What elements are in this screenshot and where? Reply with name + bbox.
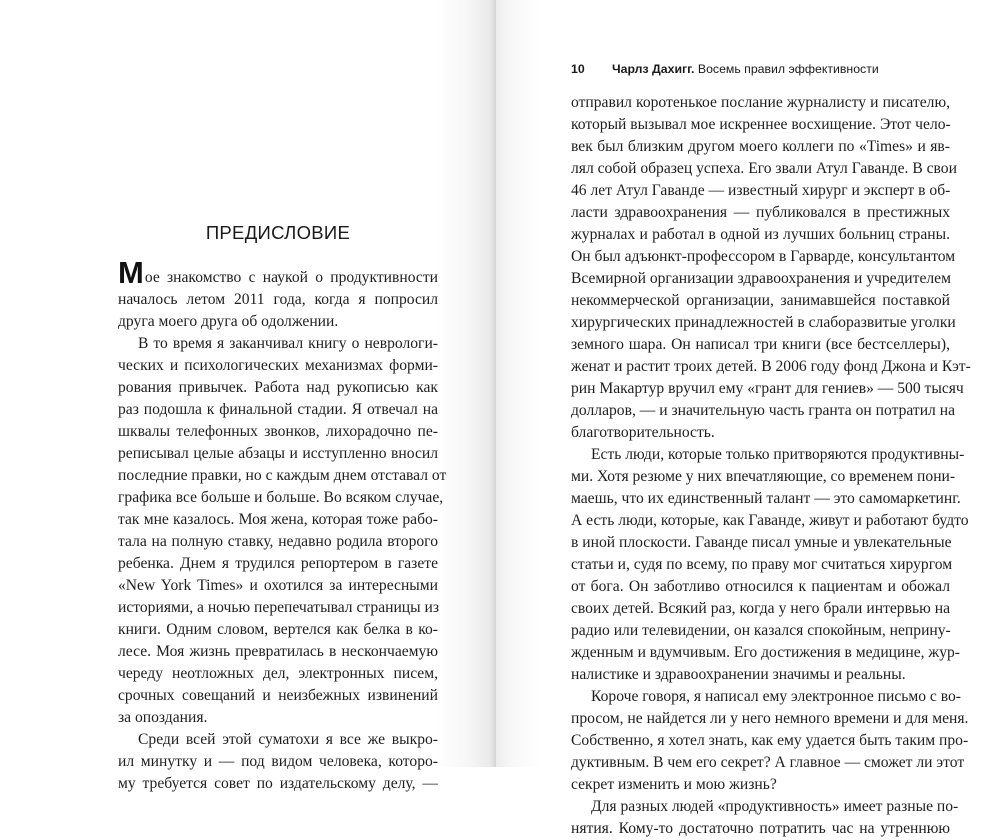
text-line (571, 114, 950, 136)
text-line (571, 378, 964, 400)
text-line-content: маешь, что их единственный талант — это самомаркетинг. (571, 490, 961, 507)
text-line-content: отправил коротенькое послание журналисту и писателю, (571, 94, 950, 111)
text-line (571, 708, 969, 730)
text-line (118, 487, 444, 509)
text-line (571, 796, 959, 818)
text-line-content: историями, а ночью перепечатывал страницы из (118, 599, 440, 616)
text-line-content: тала на полную ставку, недавно родила второго (118, 533, 438, 550)
text-line-content: в иной плоскости. Гаванде писал умные и увлекательные (571, 534, 952, 551)
text-line-content: срочных совещаний и неизбежных извинений (118, 687, 438, 704)
text-line-content: секрет изменить и мою жизнь? (571, 776, 777, 793)
text-line-content: последние правки, но с каждым днем отставал от (118, 467, 447, 484)
text-line (118, 729, 438, 751)
text-line-content: Для разных людей «продуктивность» имеет разные по- (591, 798, 959, 815)
right-page-body-text (571, 92, 971, 840)
text-line (571, 180, 950, 202)
text-line-content: графика все больше и больше. Во всяком случае, (118, 489, 444, 506)
left-page-body-text (118, 255, 447, 795)
text-line-content: В то время я заканчивал книгу о неврологи- (138, 335, 438, 352)
text-line-content: журналах и работал в одной из лучших больниц страны. (571, 226, 950, 243)
text-line (118, 575, 438, 597)
text-line-content: некоммерческой организации, занимавшейся поставкой (571, 292, 950, 309)
text-line-content: так мне казалось. Моя жена, которая тоже рабо- (118, 511, 438, 528)
text-line-content: за опоздания. (118, 709, 208, 726)
text-line-content: Всемирной организации здравоохранения и учредителем (571, 270, 951, 287)
text-line-content: лял собой образец успеха. Его звали Атул Гаванде. В свои (571, 160, 957, 177)
text-line (118, 685, 438, 707)
text-line (571, 620, 950, 642)
text-line-content: Он был адъюнкт-профессором в Гарварде, консультантом (571, 248, 956, 265)
text-line-content: реписывал целые абзацы и исступленно вносил (118, 445, 438, 462)
text-line (571, 598, 950, 620)
text-line-content: му требуется совет по издательскому делу, — (118, 775, 438, 792)
text-line-content: ил минутку и — под видом человека, которо- (118, 753, 438, 770)
text-line-content: Среди всей этой суматохи я все же выкро- (138, 731, 438, 748)
text-line (571, 576, 950, 598)
text-line-content: книги. Одним словом, вертелся как белка в ко- (118, 621, 438, 638)
text-line-content: благотворительность. (571, 424, 715, 441)
text-line (571, 664, 950, 686)
left-page (0, 0, 495, 792)
text-line-content: радио или телевидении, он казался спокойным, неприну- (571, 622, 951, 639)
text-line (118, 619, 438, 641)
text-line-content: «New York Times» и охотился за интересными (118, 577, 438, 594)
text-line-content: раз подошла к финальной стадии. Я отвечал на (118, 401, 438, 418)
text-line (118, 289, 438, 311)
text-line (118, 553, 438, 575)
text-line-content: рования привычек. Работа над рукописью как (118, 379, 438, 396)
text-line-content: ми. Хотя резюме у них впечатляющие, со временем пони- (571, 468, 956, 485)
text-line (118, 399, 438, 421)
text-line (571, 488, 961, 510)
text-line (571, 92, 950, 114)
text-line-content: ребенка. Днем я трудился репортером в газете (118, 555, 438, 572)
text-line (571, 730, 969, 752)
text-line (118, 377, 438, 399)
text-line-content: жденным и вдумчивым. Его достижения в медицине, жур- (571, 644, 960, 661)
text-line (571, 290, 950, 312)
text-line (571, 774, 950, 796)
text-line (571, 444, 965, 466)
text-line (571, 818, 950, 840)
text-line (118, 465, 447, 487)
text-line-content: Есть люди, которые только притворяются продуктивны- (591, 446, 965, 463)
text-line-content: друга моего друга об одолжении. (118, 313, 339, 330)
text-line-content: череду неотложных дел, электронных писем, (118, 665, 438, 682)
text-line (118, 355, 438, 377)
text-line-content: А есть люди, которые, как Гаванде, живут и работают будто (571, 512, 969, 529)
text-line (571, 400, 956, 422)
text-line-content: рин Макартур вручил ему «грант для гениев» — 500 тысяч (571, 380, 964, 397)
text-line (571, 158, 957, 180)
text-line (571, 532, 950, 554)
text-line-content: женат и растит троих детей. В 2006 году фонд Джона и Кэт- (571, 358, 971, 375)
chapter-title: ПРЕДИСЛОВИЕ (205, 222, 351, 243)
text-line-content: 46 лет Атул Гаванде — известный хирург и эксперт в об- (571, 182, 951, 199)
text-line (571, 466, 956, 488)
text-line (571, 246, 956, 268)
text-line-content: нятия. Кому-то достаточно потратить час на утреннюю (571, 820, 950, 837)
text-line (118, 707, 438, 729)
text-line-content: ческих и психологических механизмах форми- (118, 357, 438, 374)
text-line (571, 752, 965, 774)
text-line (571, 202, 950, 224)
right-page (496, 0, 988, 837)
running-head (571, 62, 879, 76)
text-line-content: шквалы телефонных звонков, лихорадочно пе- (118, 423, 438, 440)
text-line (571, 554, 953, 576)
text-line-content: ое знакомство с наукой о продуктивности (144, 269, 438, 286)
text-line-content: Собственно, я хотел знать, как ему удается быть таким про- (571, 732, 969, 749)
text-line-content: долларов, — и значительную часть гранта он потратил на (571, 402, 956, 419)
text-line (118, 443, 438, 465)
text-line (571, 422, 950, 444)
text-line-content: ласти здравоохранения — публиковался в престижных (571, 204, 950, 221)
drop-cap: М (118, 255, 144, 290)
text-line-content: который вызывал мое искреннее восхищение. Этот чело- (571, 116, 951, 133)
page-number: 10 (571, 62, 585, 76)
text-line (118, 641, 438, 663)
text-line (571, 268, 950, 290)
text-line (571, 686, 961, 708)
text-line-content: век был близким другом моего коллеги по «Times» и яв- (571, 138, 950, 155)
text-line (118, 597, 438, 619)
text-line-content: земного шара. Он написал три книги (все бестселлеры), (571, 336, 950, 353)
text-line-content: статьи и, судя по всему, по праву мог считаться хирургом (571, 556, 953, 573)
text-line-content: просом, не найдется ли у него немного времени и для меня. (571, 710, 969, 727)
text-line (571, 334, 950, 356)
text-line (118, 531, 438, 553)
running-head-author: Чарлз Дахигг. (612, 62, 695, 76)
text-line (571, 642, 960, 664)
text-line-content: от бога. Он заботливо относился к пациентам и обожал (571, 578, 950, 595)
text-line (118, 311, 438, 333)
text-line (571, 510, 969, 532)
text-line-content: налистике и здравоохранении значимы и реальны. (571, 666, 906, 683)
text-line (571, 136, 950, 158)
text-line (118, 663, 438, 685)
text-line (118, 509, 438, 531)
text-line (571, 224, 950, 246)
text-line (118, 255, 438, 290)
text-line (118, 773, 438, 795)
text-line (571, 356, 971, 378)
text-line-content: своих детей. Всякий раз, когда у него брали интервью на (571, 600, 950, 617)
text-line-content: хирургических принадлежностей в слаборазвитые уголки (571, 314, 956, 331)
text-line-content: лесе. Моя жизнь превратилась в нескончаемую (118, 643, 438, 660)
text-line (571, 312, 956, 334)
running-head-book-title: Восемь правил эффективности (697, 62, 879, 76)
text-line (118, 751, 438, 773)
text-line-content: началось летом 2011 года, когда я попросил (118, 291, 438, 308)
text-line (118, 333, 438, 355)
text-line-content: дуктивным. В чем его секрет? А главное — сможет ли этот (571, 754, 965, 771)
text-line-content: Короче говоря, я написал ему электронное письмо с во- (591, 688, 961, 705)
text-line (118, 421, 438, 443)
